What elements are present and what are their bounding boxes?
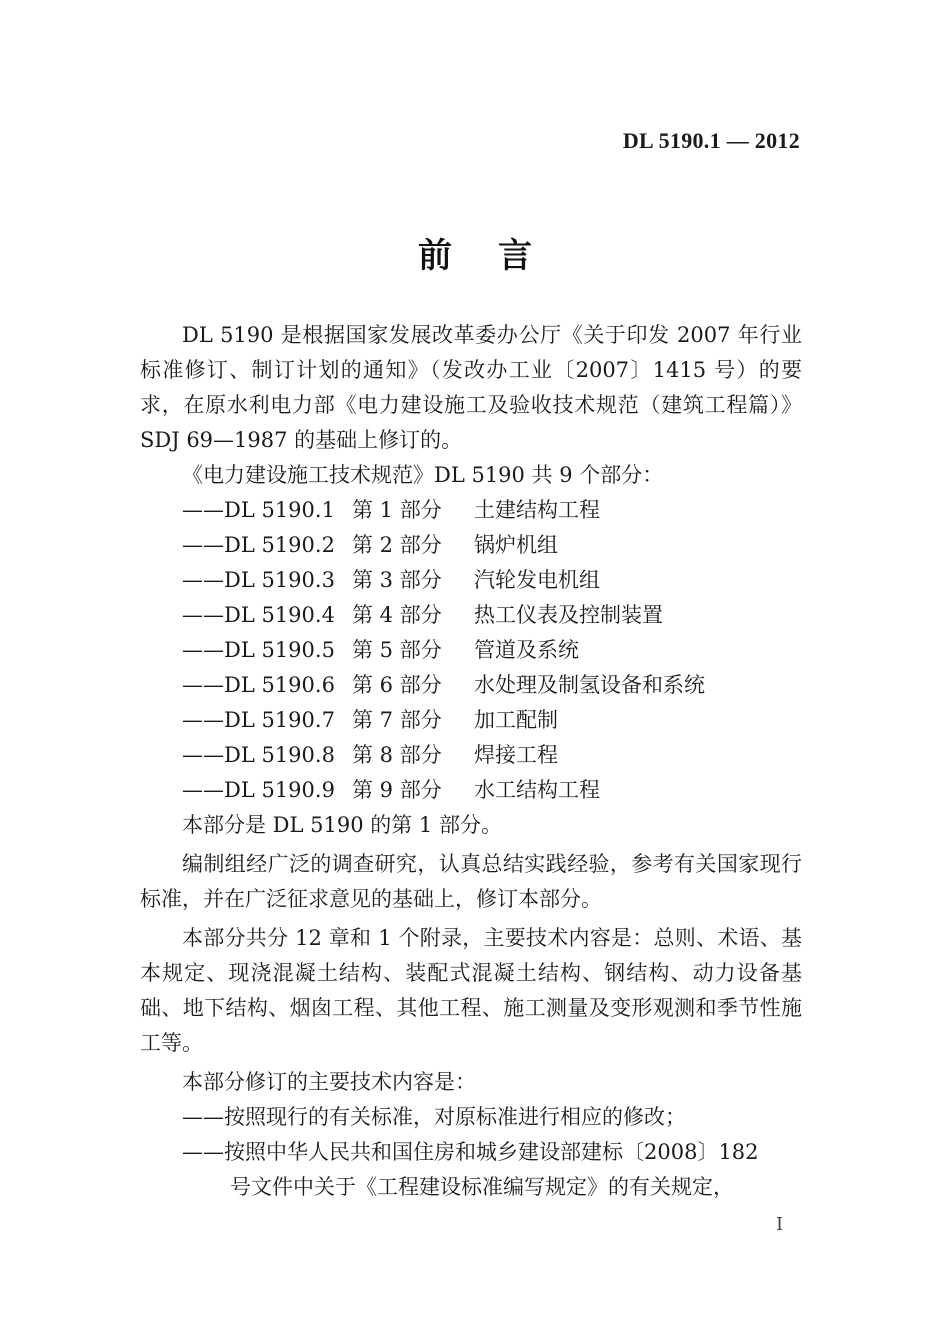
part-name: 水处理及制氢设备和系统 bbox=[474, 673, 705, 697]
this-part-statement: 本部分是 DL 5190 的第 1 部分。 bbox=[182, 813, 502, 837]
page-title bbox=[0, 228, 950, 277]
part-code: ——DL 5190.5 bbox=[182, 638, 335, 662]
part-code: ——DL 5190.2 bbox=[182, 533, 335, 557]
part-number: 第 5 部分 bbox=[352, 638, 442, 662]
part-name: 管道及系统 bbox=[474, 638, 579, 662]
part-name: 汽轮发电机组 bbox=[474, 568, 600, 592]
title-char-1: 前 bbox=[418, 236, 452, 276]
parts-intro: 《电力建设施工技术规范》DL 5190 共 9 个部分： bbox=[182, 463, 664, 487]
page-number: I bbox=[776, 1214, 784, 1235]
list-item bbox=[140, 493, 802, 528]
revision-item bbox=[140, 1100, 802, 1135]
list-item bbox=[140, 633, 802, 668]
revision-line-continued: 号文件中关于《工程建设标准编写规定》的有关规定， bbox=[230, 1175, 734, 1199]
part-number: 第 9 部分 bbox=[352, 778, 442, 802]
list-item bbox=[140, 668, 802, 703]
preface-body bbox=[140, 318, 802, 1205]
part-name: 热工仪表及控制装置 bbox=[474, 603, 663, 627]
part-number: 第 1 部分 bbox=[352, 498, 442, 522]
part-number: 第 4 部分 bbox=[352, 603, 442, 627]
part-name: 土建结构工程 bbox=[474, 498, 600, 522]
part-code: ——DL 5190.1 bbox=[182, 498, 335, 522]
revision-item bbox=[140, 1135, 802, 1205]
part-code: ——DL 5190.4 bbox=[182, 603, 335, 627]
title-char-2: 言 bbox=[498, 236, 532, 276]
part-number: 第 2 部分 bbox=[352, 533, 442, 557]
compile-paragraph: 编制组经广泛的调查研究，认真总结实践经验，参考有关国家现行标准，并在广泛征求意见的基础上，修订本部分。 bbox=[140, 852, 802, 911]
part-number: 第 7 部分 bbox=[352, 708, 442, 732]
part-number: 第 8 部分 bbox=[352, 743, 442, 767]
part-number: 第 6 部分 bbox=[352, 673, 442, 697]
parts-list bbox=[140, 493, 802, 808]
content-paragraph: 本部分共分 12 章和 1 个附录，主要技术内容是：总则、术语、基本规定、现浇混凝土结构、装配式混凝土结构、钢结构、动力设备基础、地下结构、烟囱工程、其他工程、施工测量及变形观测和季节性施工等。 bbox=[140, 926, 802, 1055]
list-item bbox=[140, 773, 802, 808]
intro-paragraph: DL 5190 是根据国家发展改革委办公厅《关于印发 2007 年行业标准修订、制订计划的通知》（发改办工业〔2007〕1415 号）的要求，在原水利电力部《电力建设施工及验收技术规范（建筑工程篇）》SDJ 69—1987 的基础上修订的。 bbox=[140, 323, 802, 452]
part-name: 焊接工程 bbox=[474, 743, 558, 767]
part-number: 第 3 部分 bbox=[352, 568, 442, 592]
part-code: ——DL 5190.9 bbox=[182, 778, 335, 802]
list-item bbox=[140, 703, 802, 738]
list-item bbox=[140, 563, 802, 598]
part-name: 锅炉机组 bbox=[474, 533, 558, 557]
list-item bbox=[140, 738, 802, 773]
part-code: ——DL 5190.6 bbox=[182, 673, 335, 697]
revision-line: ——按照中华人民共和国住房和城乡建设部建标〔2008〕182 bbox=[182, 1140, 759, 1164]
part-code: ——DL 5190.8 bbox=[182, 743, 335, 767]
standard-code: DL 5190.1 — 2012 bbox=[622, 128, 800, 153]
revision-line: ——按照现行的有关标准，对原标准进行相应的修改； bbox=[182, 1105, 686, 1129]
part-name: 水工结构工程 bbox=[474, 778, 600, 802]
part-name: 加工配制 bbox=[474, 708, 558, 732]
revision-intro: 本部分修订的主要技术内容是： bbox=[182, 1070, 476, 1094]
part-code: ——DL 5190.7 bbox=[182, 708, 335, 732]
part-code: ——DL 5190.3 bbox=[182, 568, 335, 592]
list-item bbox=[140, 598, 802, 633]
list-item bbox=[140, 528, 802, 563]
